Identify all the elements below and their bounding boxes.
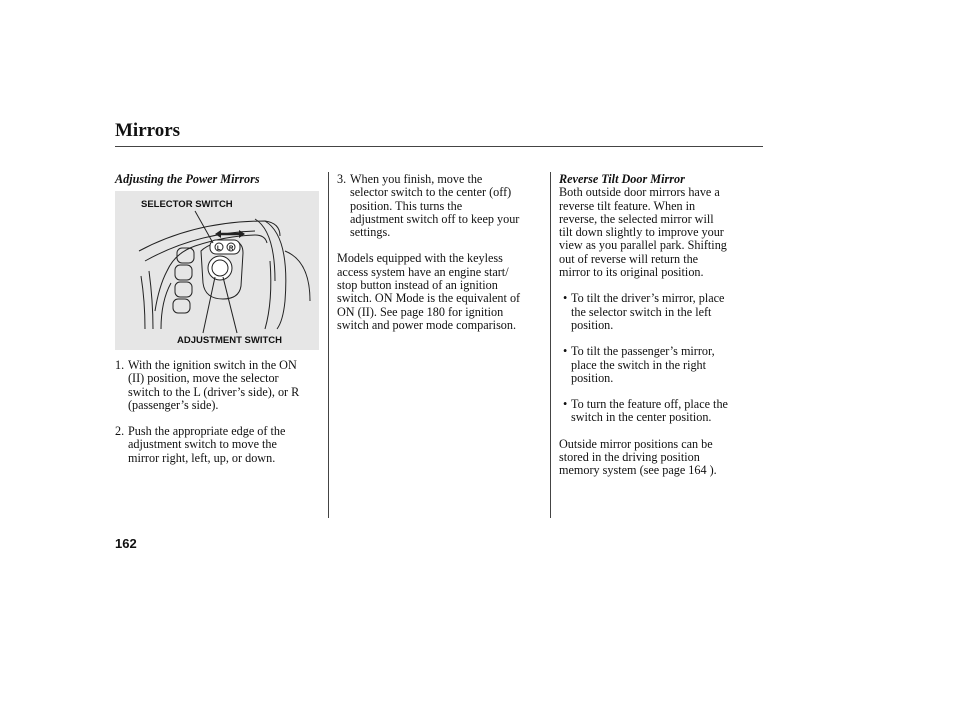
bullet-dot-icon: •: [563, 344, 568, 359]
mirror-switch-drawing: [115, 191, 319, 350]
bullet-text: To tilt the passenger’s mirror, place the switch in the right position.: [571, 344, 715, 385]
selector-switch-label: SELECTOR SWITCH: [141, 199, 233, 210]
section-heading-reverse-tilt: Reverse Tilt Door Mirror: [559, 172, 685, 186]
reverse-tilt-intro: Both outside door mirrors have a reverse tilt feature. When in reverse, the selected mirror will tilt down slightly to improve your view as you parallel park. Shifting out of reverse will return the mirror to its original position.: [559, 185, 727, 280]
page-number: 162: [115, 536, 137, 551]
switch-letter-l: L: [217, 246, 221, 252]
bullet-dot-icon: •: [563, 291, 568, 306]
step-text: Push the appropriate edge of the adjustment switch to move the mirror right, left, up, or down.: [128, 424, 286, 465]
mirror-switch-illustration: [115, 191, 319, 350]
adjustment-switch-label: ADJUSTMENT SWITCH: [177, 335, 283, 346]
right-column: [559, 173, 759, 478]
step-number: 2.: [115, 424, 125, 439]
step-3: [337, 173, 547, 239]
middle-column: [337, 173, 547, 332]
step-number: 1.: [115, 358, 125, 372]
section-heading-power-mirrors: Adjusting the Power Mirrors: [115, 172, 260, 186]
keyless-access-paragraph: Models equipped with the keyless access system have an engine start/ stop button instead of an ignition switch. ON Mode is the equivalent of ON (II). See page 180 for ignition switch and power mode comparison.: [337, 251, 521, 332]
memory-system-paragraph: Outside mirror positions can be stored in the driving position memory system (see page 164 ).: [559, 436, 717, 478]
column-divider-left: [328, 172, 329, 518]
step-2: [115, 425, 325, 465]
switch-letter-r: R: [229, 246, 234, 252]
page-title: Mirrors: [115, 120, 181, 141]
step-number: 3.: [337, 172, 347, 186]
bullet-text: To turn the feature off, place the switch in the center position.: [571, 397, 728, 425]
step-1: [115, 359, 325, 412]
bullet-item: [559, 398, 759, 425]
bullet-item: [559, 292, 759, 332]
bullet-dot-icon: •: [563, 397, 568, 412]
bullet-text: To tilt the driver’s mirror, place the selector switch in the left position.: [571, 291, 725, 332]
column-divider-right: [550, 172, 551, 518]
step-text: With the ignition switch in the ON (II) position, move the selector switch to the L (driver’s side), or R (passenger’s side).: [128, 358, 300, 412]
left-steps: [115, 359, 325, 465]
title-rule: [115, 146, 763, 147]
step-text: When you finish, move the selector switch to the center (off) position. This turns the adjustment switch off to keep your settings.: [350, 172, 520, 240]
bullet-item: [559, 345, 759, 385]
